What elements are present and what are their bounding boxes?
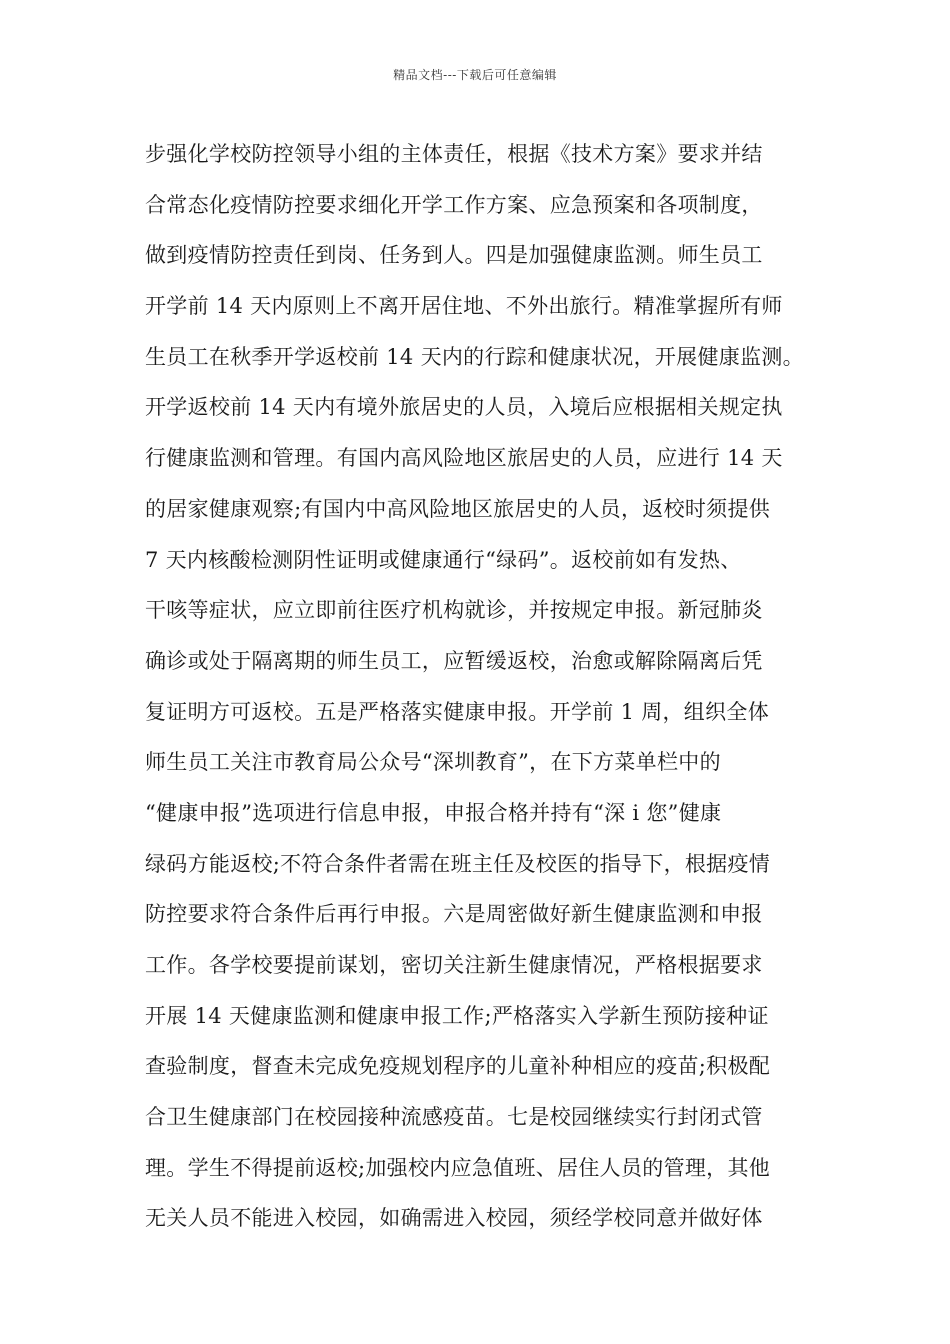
paragraph-line: 开展 14 天健康监测和健康申报工作;严格落实入学新生预防接种证	[145, 1003, 769, 1028]
paragraph-line: 7 天内核酸检测阴性证明或健康通行“绿码”。返校前如有发热、	[145, 547, 742, 572]
paragraph-line: 防控要求符合条件后再行申报。六是周密做好新生健康监测和申报	[145, 902, 763, 927]
page-header: 精品文档---下载后可任意编辑	[393, 68, 557, 82]
paragraph-line: 步强化学校防控领导小组的主体责任，根据《技术方案》要求并结	[145, 142, 763, 166]
paragraph-line: 理。学生不得提前返校;加强校内应急值班、居住人员的管理，其他	[145, 1155, 771, 1180]
paragraph-line: 合常态化疫情防控要求细化开学工作方案、应急预案和各项制度，	[145, 192, 763, 217]
paragraph-line: 合卫生健康部门在校园接种流感疫苗。七是校园继续实行封闭式管	[145, 1105, 763, 1130]
paragraph-line: 干咳等症状，应立即前往医疗机构就诊，并按规定申报。新冠肺炎	[145, 598, 763, 623]
paragraph-line: 复证明方可返校。五是严格落实健康申报。开学前 1 周，组织全体	[145, 699, 770, 724]
document-body	[145, 135, 825, 1250]
paragraph-line: 工作。各学校要提前谋划，密切关注新生健康情况，严格根据要求	[145, 953, 763, 977]
paragraph-line: 查验制度，督查未完成免疫规划程序的儿童补种相应的疫苗;积极配	[145, 1054, 771, 1079]
paragraph-line: 绿码方能返校;不符合条件者需在班主任及校医的指导下，根据疫情	[145, 851, 771, 876]
paragraph-line: 做到疫情防控责任到岗、任务到人。四是加强健康监测。师生员工	[145, 243, 763, 268]
paragraph-line: 无关人员不能进入校园，如确需进入校园，须经学校同意并做好体	[145, 1206, 763, 1231]
paragraph-line: 开学前 14 天内原则上不离开居住地、不外出旅行。精准掌握所有师	[145, 294, 783, 319]
paragraph-line: 开学返校前 14 天内有境外旅居史的人员，入境后应根据相关规定执	[145, 395, 783, 420]
paragraph-line: 的居家健康观察;有国内中高风险地区旅居史的人员，返校时须提供	[145, 496, 771, 521]
paragraph-line: 行健康监测和管理。有国内高风险地区旅居史的人员，应进行 14 天	[145, 446, 783, 471]
paragraph-line: 生员工在秋季开学返校前 14 天内的行踪和健康状况，开展健康监测。	[145, 344, 804, 369]
paragraph-line: 确诊或处于隔离期的师生员工，应暂缓返校，治愈或解除隔离后凭	[145, 648, 763, 673]
paragraph-line: “健康申报”选项进行信息申报，申报合格并持有“深 i 您”健康	[145, 800, 722, 825]
paragraph-line: 师生员工关注市教育局公众号“深圳教育”，在下方菜单栏中的	[145, 750, 721, 775]
